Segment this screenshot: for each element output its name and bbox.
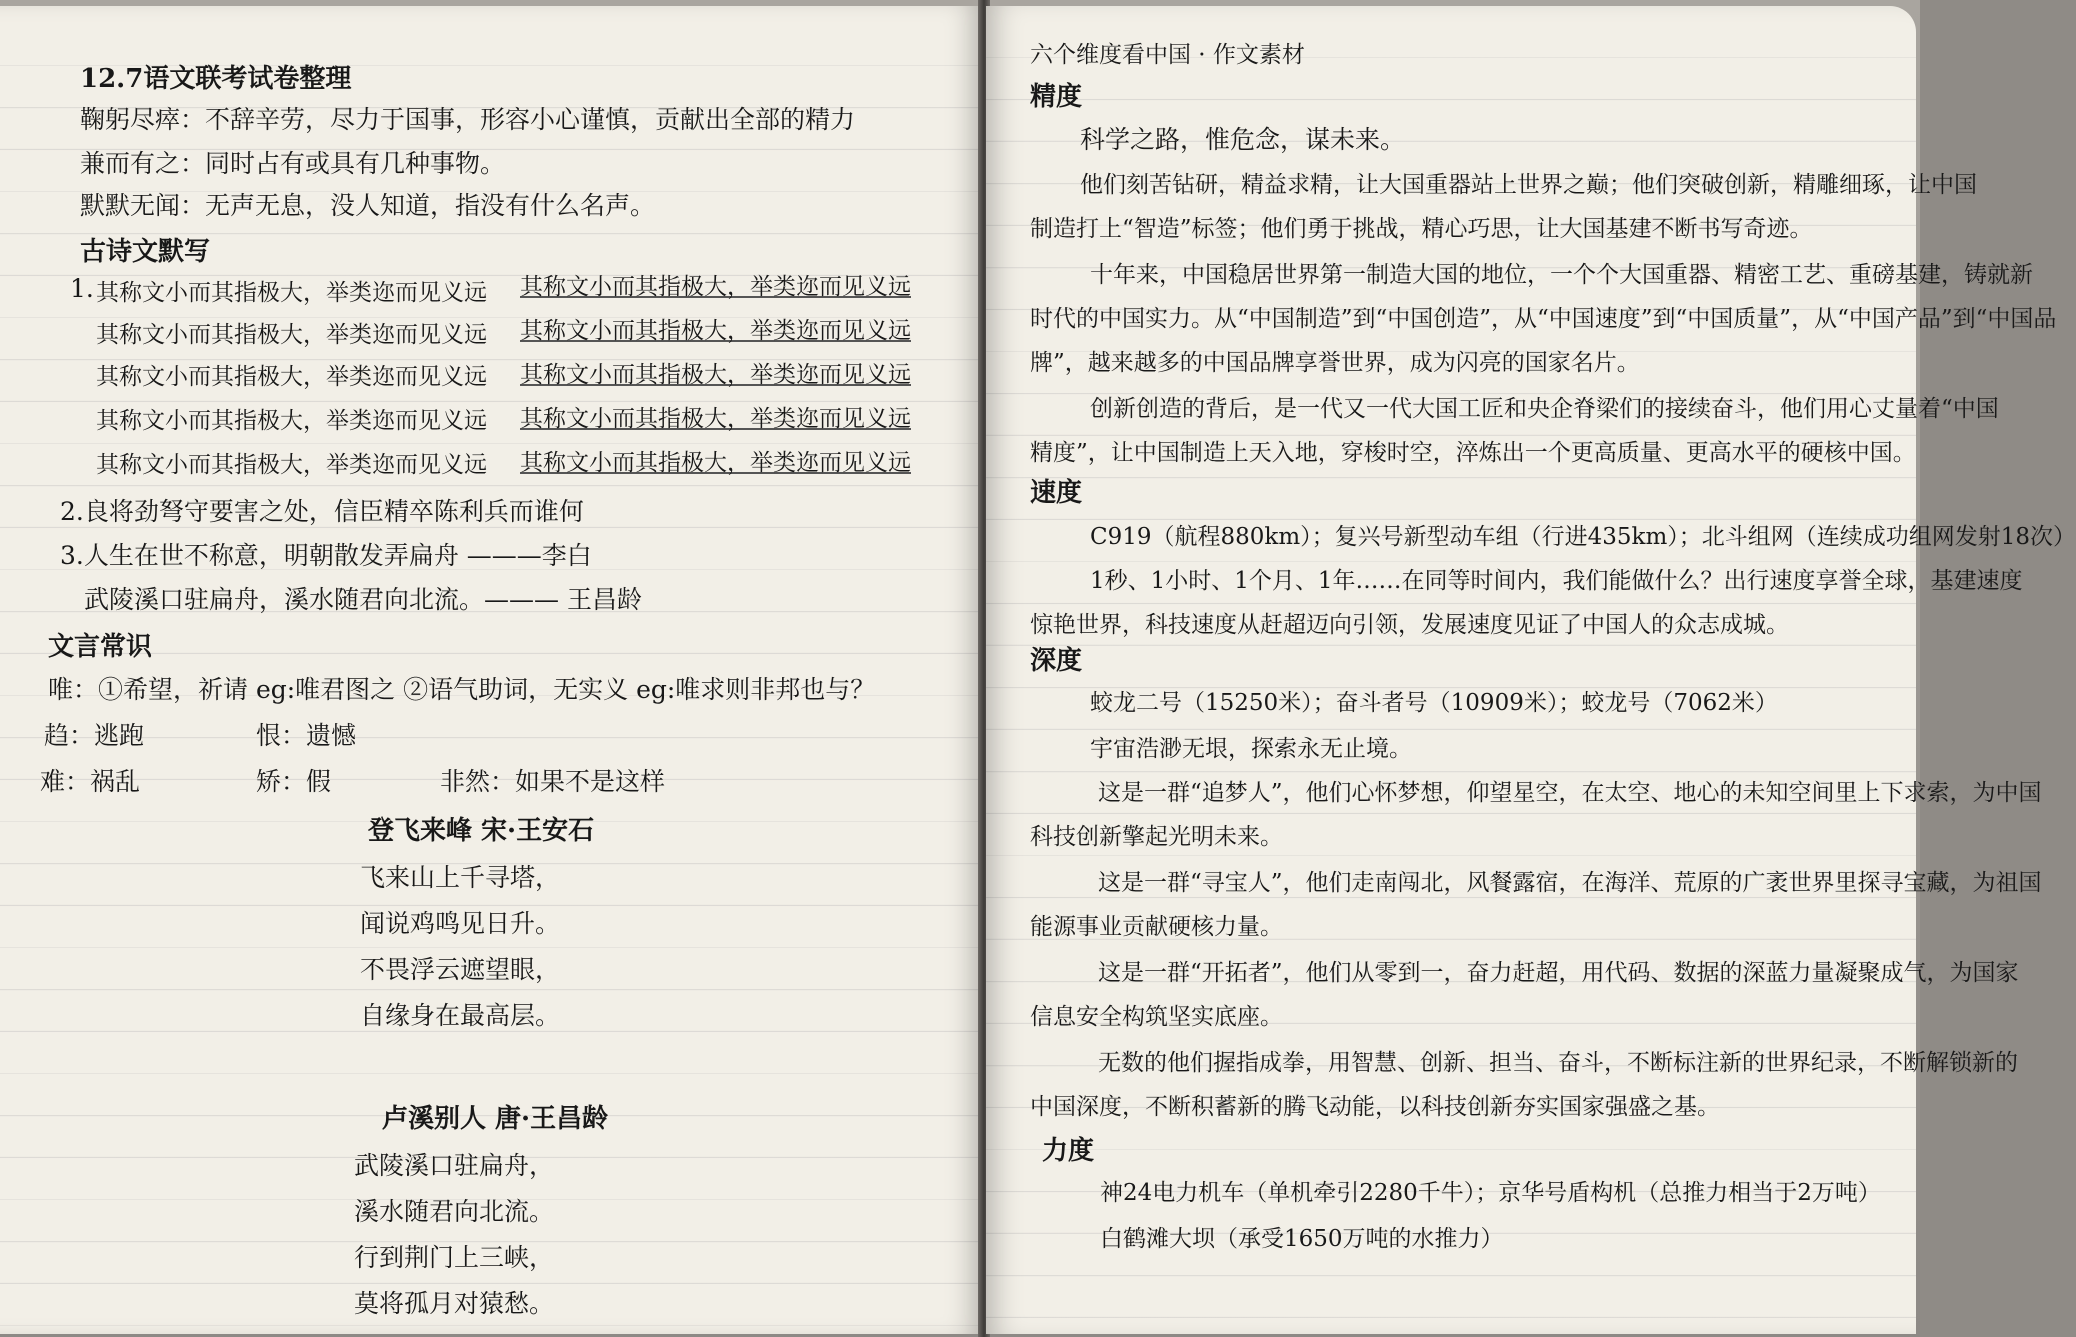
vocab-nan: 难：祸乱 <box>40 767 141 796</box>
text-line: 白鹤滩大坝（承受1650万吨的水推力） <box>1100 1226 1504 1252</box>
vocab-jiao: 矫：假 <box>256 767 332 796</box>
left-notebook-page <box>0 6 982 1334</box>
text-line: 惊艳世界，科技速度从赶超迈向引领，发展速度见证了中国人的众志成城。 <box>1030 612 1789 638</box>
text-line: 这是一群“追梦人”，他们心怀梦想，仰望星空，在太空、地心的未知空间里上下求索，为中国 <box>1098 780 2042 806</box>
copy-practice-line: 其称文小而其指极大，举类迩而见义远 <box>520 318 911 344</box>
poem-line: 自缘身在最高层。 <box>360 1001 561 1030</box>
vocab-hen: 恨：遗憾 <box>256 721 357 750</box>
poetry-item-3b: 武陵溪口驻扁舟，溪水随君向北流。——— 王昌龄 <box>84 585 642 614</box>
poem-line: 行到荆门上三峡， <box>354 1243 555 1272</box>
text-line: 中国深度，不断积蓄新的腾飞动能，以科技创新夯实国家强盛之基。 <box>1030 1094 1720 1120</box>
text-line: 科学之路，惟危念，谋未来。 <box>1080 125 1406 154</box>
vocab-wei: 唯：①希望，祈请 eg:唯君图之 ②语气助词，无实义 eg:唯求则非邦也与？ <box>48 675 876 704</box>
text-line: 无数的他们握指成拳，用智慧、创新、担当、奋斗，不断标注新的世界纪录，不断解锁新的 <box>1098 1050 2018 1076</box>
text-line: 创新创造的背后，是一代又一代大国工匠和央企脊梁们的接续奋斗，他们用心丈量着“中国 <box>1090 396 1999 422</box>
vocab-qu: 趋：逃跑 <box>44 721 145 750</box>
left-page-title: 12.7语文联考试卷整理 <box>80 64 352 94</box>
copy-practice-line: 其称文小而其指极大，举类迩而见义远 <box>96 452 487 478</box>
poem-line: 溪水随君向北流。 <box>354 1197 555 1226</box>
poem-line: 武陵溪口驻扁舟， <box>354 1151 555 1180</box>
copy-practice-line: 其称文小而其指极大，举类迩而见义远 <box>520 406 911 432</box>
poem-line: 飞来山上千寻塔， <box>360 863 561 892</box>
text-line: 神24电力机车（单机牵引2280千牛）；京华号盾构机（总推力相当于2万吨） <box>1100 1180 1881 1206</box>
poem-title: 卢溪别人 唐·王昌龄 <box>382 1104 609 1134</box>
poem-line: 莫将孤月对猿愁。 <box>354 1289 555 1318</box>
copy-practice-line: 其称文小而其指极大，举类迩而见义远 <box>96 322 487 348</box>
text-line: C919（航程880km）；复兴号新型动车组（行进435km）；北斗组网（连续成功组网发射18次） <box>1090 524 2076 550</box>
copy-practice-line: 其称文小而其指极大，举类迩而见义远 <box>520 450 911 476</box>
text-line: 信息安全构筑坚实底座。 <box>1030 1004 1283 1030</box>
poem-line: 闻说鸡鸣见日升。 <box>360 909 561 938</box>
section-heading: 速度 <box>1030 478 1083 508</box>
idiom-line: 兼而有之：同时占有或具有几种事物。 <box>80 149 506 178</box>
text-line: 牌”，越来越多的中国品牌享誉世界，成为闪亮的国家名片。 <box>1030 350 1640 376</box>
right-notebook-page <box>986 6 2076 1334</box>
vocab-feiran: 非然：如果不是这样 <box>440 767 666 796</box>
poetry-item-3: 3.人生在世不称意，明朝散发弄扁舟 ———李白 <box>60 541 592 570</box>
item-number: 1. <box>70 274 94 303</box>
text-line: 他们刻苦钻研，精益求精，让大国重器站上世界之巅；他们突破创新，精雕细琢，让中国 <box>1080 172 1977 198</box>
text-line: 1秒、1小时、1个月、1年……在同等时间内，我们能做什么？出行速度享誉全球，基建速度 <box>1090 568 2023 594</box>
idiom-line: 鞠躬尽瘁：不辞辛劳，尽力于国事，形容小心谨慎，贡献出全部的精力 <box>80 105 856 134</box>
text-line: 蛟龙二号（15250米）；奋斗者号（10909米）；蛟龙号（7062米） <box>1090 690 1778 716</box>
text-line: 这是一群“开拓者”，他们从零到一，奋力赶超，用代码、数据的深蓝力量凝聚成气，为国家 <box>1098 960 2019 986</box>
text-line: 精度”，让中国制造上天入地，穿梭时空，淬炼出一个更高质量、更高水平的硬核中国。 <box>1030 440 1916 466</box>
section-heading: 精度 <box>1030 82 1083 112</box>
right-page-title: 六个维度看中国 · 作文素材 <box>1030 42 1305 68</box>
classical-chinese-heading: 文言常识 <box>48 632 153 662</box>
text-line: 制造打上“智造”标签；他们勇于挑战，精心巧思，让大国基建不断书写奇迹。 <box>1030 216 1813 242</box>
copy-practice-line: 其称文小而其指极大，举类迩而见义远 <box>520 362 911 388</box>
poem-title: 登飞来峰 宋·王安石 <box>368 816 595 846</box>
poetry-item-2: 2.良将劲弩守要害之处，信臣精卒陈利兵而谁何 <box>60 497 584 526</box>
copy-practice-line: 其称文小而其指极大，举类迩而见义远 <box>520 274 911 300</box>
idiom-line: 默默无闻：无声无息，没人知道，指没有什么名声。 <box>80 191 656 220</box>
text-line: 科技创新擎起光明未来。 <box>1030 824 1283 850</box>
copy-practice-line: 其称文小而其指极大，举类迩而见义远 <box>96 408 487 434</box>
poem-line: 不畏浮云遮望眼， <box>360 955 561 984</box>
copy-practice-line: 其称文小而其指极大，举类迩而见义远 <box>96 280 487 306</box>
section-heading: 深度 <box>1030 646 1083 676</box>
text-line: 十年来，中国稳居世界第一制造大国的地位，一个个大国重器、精密工艺、重磅基建，铸就新 <box>1090 262 2033 288</box>
ancient-poetry-heading: 古诗文默写 <box>80 237 211 267</box>
section-heading: 力度 <box>1042 1136 1095 1166</box>
copy-practice-line: 其称文小而其指极大，举类迩而见义远 <box>96 364 487 390</box>
text-line: 这是一群“寻宝人”，他们走南闯北，风餐露宿，在海洋、荒原的广袤世界里探寻宝藏，为祖国 <box>1098 870 2042 896</box>
text-line: 宇宙浩渺无垠，探索永无止境。 <box>1090 736 1412 762</box>
text-line: 时代的中国实力。从“中国制造”到“中国创造”，从“中国速度”到“中国质量”，从“中国产品”到“中国品 <box>1030 306 2057 332</box>
text-line: 能源事业贡献硬核力量。 <box>1030 914 1283 940</box>
